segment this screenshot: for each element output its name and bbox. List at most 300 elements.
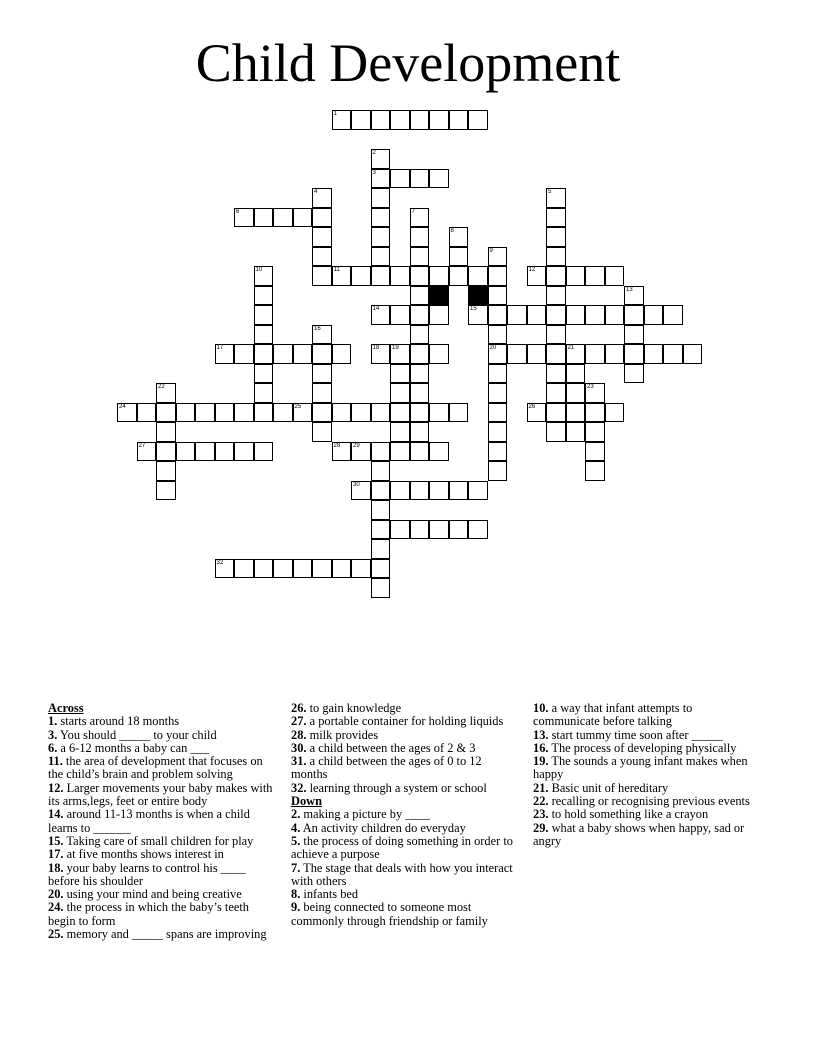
crossword-cell[interactable]	[585, 305, 605, 325]
clue-text: start tummy time soon after _____	[548, 727, 723, 742]
crossword-cell[interactable]	[507, 344, 527, 364]
crossword-cell[interactable]	[546, 325, 566, 345]
crossword-cell[interactable]	[371, 539, 391, 559]
crossword-cell[interactable]	[156, 383, 176, 403]
crossword-cell[interactable]	[429, 305, 449, 325]
crossword-cell[interactable]	[546, 227, 566, 247]
crossword-cell[interactable]	[312, 559, 332, 579]
crossword-cell[interactable]	[546, 422, 566, 442]
crossword-cell[interactable]	[546, 364, 566, 384]
crossword-cell[interactable]	[546, 208, 566, 228]
crossword-cell[interactable]	[390, 481, 410, 501]
cell-number: 23	[587, 384, 594, 390]
clue-text: using your mind and being creative	[63, 887, 242, 902]
clue-number: 8.	[291, 887, 301, 902]
page-title: Child Development	[195, 33, 621, 93]
clue-number: 9.	[291, 900, 301, 915]
clue-item	[533, 755, 761, 782]
cell-number: 15	[470, 306, 477, 312]
clue-item	[291, 702, 519, 715]
crossword-cell[interactable]	[410, 520, 430, 540]
crossword-cell[interactable]	[215, 344, 235, 364]
crossword-cell[interactable]	[429, 344, 449, 364]
crossword-cell[interactable]	[293, 344, 313, 364]
crossword-cell[interactable]	[624, 344, 644, 364]
crossword-cell[interactable]	[585, 442, 605, 462]
clue-item	[291, 808, 519, 821]
clue-number: 12.	[48, 780, 64, 795]
clue-text: infants bed	[300, 887, 359, 902]
crossword-cell[interactable]	[410, 110, 430, 130]
clue-text: recalling or recognising previous events	[548, 794, 750, 809]
clue-number: 26.	[291, 701, 307, 715]
clue-item	[48, 808, 276, 835]
clue-text: a child between the ages of 0 to 12 months	[291, 754, 482, 782]
crossword-cell[interactable]	[546, 383, 566, 403]
cell-number: 2	[372, 150, 376, 156]
crossword-cell[interactable]	[429, 442, 449, 462]
crossword-cell[interactable]	[351, 403, 371, 423]
crossword-cell[interactable]	[254, 266, 274, 286]
crossword-cell[interactable]	[429, 403, 449, 423]
crossword-cell[interactable]	[488, 286, 508, 306]
crossword-cell[interactable]	[371, 461, 391, 481]
crossword-cell[interactable]	[566, 403, 586, 423]
crossword-cell[interactable]	[429, 520, 449, 540]
crossword-cell[interactable]	[254, 208, 274, 228]
crossword-cell[interactable]	[312, 403, 332, 423]
crossword-cell[interactable]	[371, 578, 391, 598]
clue-number: 4.	[291, 820, 301, 835]
crossword-cell[interactable]	[410, 325, 430, 345]
clue-number: 20.	[48, 887, 64, 902]
clue-number: 14.	[48, 807, 64, 822]
crossword-cell[interactable]	[449, 481, 469, 501]
crossword-cell[interactable]	[351, 266, 371, 286]
crossword-cell[interactable]	[410, 442, 430, 462]
cell-number: 6	[236, 208, 240, 215]
crossword-cell[interactable]	[410, 364, 430, 384]
crossword-cell[interactable]	[254, 325, 274, 345]
crossword-cell[interactable]	[332, 344, 352, 364]
crossword-cell[interactable]	[410, 403, 430, 423]
crossword-cell[interactable]	[449, 266, 469, 286]
crossword-cell[interactable]	[488, 305, 508, 325]
clue-item	[48, 715, 276, 728]
crossword-cell[interactable]	[390, 110, 410, 130]
crossword-cell[interactable]	[488, 325, 508, 345]
crossword-cell[interactable]	[234, 403, 254, 423]
crossword-cell[interactable]	[351, 559, 371, 579]
crossword-cell[interactable]	[546, 188, 566, 208]
crossword-cell[interactable]	[449, 247, 469, 267]
crossword-cell[interactable]	[488, 403, 508, 423]
clue-text: Basic unit of hereditary	[548, 780, 669, 795]
crossword-cell[interactable]	[371, 344, 391, 364]
crossword-cell[interactable]	[117, 403, 137, 423]
crossword-cell[interactable]	[371, 442, 391, 462]
clue-column-1	[48, 702, 276, 941]
clue-item	[291, 888, 519, 901]
clue-item	[291, 822, 519, 835]
clue-text: An activity children do everyday	[300, 820, 466, 835]
clue-text: milk provides	[306, 727, 379, 742]
crossword-cell[interactable]	[371, 227, 391, 247]
crossword-cell[interactable]	[390, 266, 410, 286]
crossword-cell[interactable]	[566, 266, 586, 286]
crossword-cell[interactable]	[371, 188, 391, 208]
crossword-cell[interactable]	[449, 227, 469, 247]
crossword-cell[interactable]	[449, 110, 469, 130]
crossword-cell[interactable]	[390, 403, 410, 423]
crossword-cell[interactable]	[410, 305, 430, 325]
crossword-cell[interactable]	[390, 344, 410, 364]
clue-text: Larger movements your baby makes with its arms,legs, feet or entire body	[48, 780, 273, 809]
clue-number: 23.	[533, 807, 549, 822]
clue-text: the area of development that focuses on the child’s brain and problem solving	[48, 754, 263, 782]
crossword-cell[interactable]	[371, 500, 391, 520]
crossword-cell[interactable]	[468, 481, 488, 501]
crossword-cell[interactable]	[312, 383, 332, 403]
crossword-cell[interactable]	[312, 247, 332, 267]
crossword-cell[interactable]	[332, 442, 352, 462]
crossword-cell[interactable]	[468, 266, 488, 286]
crossword-cell[interactable]	[312, 344, 332, 364]
clue-number: 27.	[291, 714, 307, 729]
clue-text: You should _____ to your child	[57, 727, 217, 742]
crossword-cell[interactable]	[410, 266, 430, 286]
crossword-cell[interactable]	[156, 461, 176, 481]
crossword-cell[interactable]	[468, 520, 488, 540]
clue-number: 17.	[48, 847, 64, 862]
clue-text: your baby learns to control his ____ before his shoulder	[48, 860, 246, 888]
crossword-cell[interactable]	[332, 110, 352, 130]
crossword-cell[interactable]	[332, 403, 352, 423]
clue-number: 15.	[48, 833, 64, 848]
clue-text: memory and _____ spans are improving	[63, 927, 267, 942]
crossword-cell[interactable]	[585, 461, 605, 481]
clue-item	[48, 848, 276, 861]
cell-number: 25	[294, 403, 302, 410]
clue-column-2	[291, 702, 519, 928]
crossword-cell[interactable]	[488, 422, 508, 442]
crossword-cell[interactable]	[566, 364, 586, 384]
crossword-cell[interactable]	[488, 247, 508, 267]
crossword-cell[interactable]	[254, 559, 274, 579]
crossword-cell[interactable]	[234, 208, 254, 228]
clue-number: 28.	[291, 727, 307, 742]
crossword-cell[interactable]	[371, 208, 391, 228]
clue-item	[291, 729, 519, 742]
crossword-cell[interactable]	[254, 305, 274, 325]
crossword-cell[interactable]	[624, 305, 644, 325]
crossword-cell[interactable]	[371, 403, 391, 423]
crossword-cell[interactable]	[410, 383, 430, 403]
crossword-cell[interactable]	[156, 403, 176, 423]
crossword-cell[interactable]	[429, 481, 449, 501]
crossword-cell[interactable]	[449, 520, 469, 540]
crossword-cell[interactable]	[312, 364, 332, 384]
clue-number: 7.	[291, 860, 301, 875]
clue-item	[48, 862, 276, 889]
crossword-cell[interactable]	[585, 383, 605, 403]
crossword-cell[interactable]	[234, 344, 254, 364]
clue-number: 19.	[533, 754, 549, 769]
crossword-cell[interactable]	[546, 305, 566, 325]
crossword-cell[interactable]	[527, 266, 547, 286]
clue-item	[291, 755, 519, 782]
cell-number: 3	[372, 169, 376, 176]
crossword-cell[interactable]	[410, 344, 430, 364]
crossword-black-cell	[468, 286, 488, 306]
clue-number: 18.	[48, 860, 64, 875]
crossword-cell[interactable]	[527, 344, 547, 364]
crossword-cell[interactable]	[312, 325, 332, 345]
cell-number: 10	[255, 267, 263, 273]
crossword-cell[interactable]	[371, 266, 391, 286]
crossword-cell[interactable]	[488, 364, 508, 384]
crossword-black-cell	[429, 286, 449, 306]
crossword-cell[interactable]	[429, 266, 449, 286]
clue-text: The stage that deals with how you interact with others	[291, 860, 513, 888]
cell-number: 18	[372, 345, 380, 351]
clue-number: 22.	[533, 794, 549, 809]
clue-text: at five months shows interest in	[63, 847, 224, 862]
crossword-cell[interactable]	[390, 305, 410, 325]
crossword-cell[interactable]	[644, 344, 664, 364]
crossword-cell[interactable]	[488, 266, 508, 286]
crossword-cell[interactable]	[332, 266, 352, 286]
crossword-cell[interactable]	[488, 442, 508, 462]
crossword-cell[interactable]	[410, 481, 430, 501]
crossword-cell[interactable]	[663, 305, 683, 325]
clue-item	[48, 742, 276, 755]
clue-item	[291, 862, 519, 889]
crossword-cell[interactable]	[449, 403, 469, 423]
crossword-cell[interactable]	[351, 442, 371, 462]
crossword-cell[interactable]	[312, 188, 332, 208]
crossword-cell[interactable]	[390, 169, 410, 189]
crossword-cell[interactable]	[371, 559, 391, 579]
crossword-cell[interactable]	[156, 442, 176, 462]
cell-number: 11	[333, 267, 340, 273]
crossword-cell[interactable]	[429, 169, 449, 189]
crossword-cell[interactable]	[195, 442, 215, 462]
crossword-cell[interactable]	[273, 403, 293, 423]
crossword-cell[interactable]	[546, 266, 566, 286]
crossword-cell[interactable]	[176, 442, 196, 462]
cell-number: 21	[567, 345, 575, 351]
clue-item	[533, 795, 761, 808]
crossword-cell[interactable]	[215, 442, 235, 462]
clue-item	[291, 901, 519, 928]
clue-item	[291, 715, 519, 728]
crossword-cell[interactable]	[546, 247, 566, 267]
crossword-cell[interactable]	[468, 305, 488, 325]
crossword-cell[interactable]	[390, 520, 410, 540]
crossword-cell[interactable]	[566, 422, 586, 442]
clue-item	[48, 755, 276, 782]
crossword-cell[interactable]	[566, 344, 586, 364]
crossword-cell[interactable]	[156, 481, 176, 501]
crossword-cell[interactable]	[254, 344, 274, 364]
crossword-cell[interactable]	[410, 208, 430, 228]
crossword-cell[interactable]	[371, 520, 391, 540]
crossword-cell[interactable]	[312, 208, 332, 228]
crossword-cell[interactable]	[293, 559, 313, 579]
clue-number: 10.	[533, 701, 549, 715]
crossword-cell[interactable]	[566, 383, 586, 403]
cell-number: 13	[626, 286, 633, 293]
clue-number: 25.	[48, 927, 64, 942]
cell-number: 1	[333, 111, 337, 117]
crossword-cell[interactable]	[546, 344, 566, 364]
cell-number: 16	[314, 325, 321, 332]
crossword-cell[interactable]	[312, 266, 332, 286]
crossword-cell[interactable]	[273, 559, 293, 579]
cell-number: 5	[548, 189, 552, 195]
crossword-cell[interactable]	[371, 169, 391, 189]
crossword-cell[interactable]	[371, 305, 391, 325]
clue-number: 32.	[291, 780, 307, 795]
crossword-cell[interactable]	[410, 227, 430, 247]
crossword-cell[interactable]	[585, 422, 605, 442]
crossword-cell[interactable]	[254, 364, 274, 384]
crossword-cell[interactable]	[312, 422, 332, 442]
crossword-cell[interactable]	[605, 344, 625, 364]
crossword-cell[interactable]	[332, 559, 352, 579]
crossword-cell[interactable]	[546, 286, 566, 306]
cell-number: 19	[392, 345, 399, 351]
crossword-cell[interactable]	[410, 247, 430, 267]
crossword-cell[interactable]	[663, 344, 683, 364]
crossword-cell[interactable]	[312, 227, 332, 247]
crossword-cell[interactable]	[254, 442, 274, 462]
crossword-cell[interactable]	[585, 344, 605, 364]
clue-number: 13.	[533, 727, 549, 742]
crossword-cell[interactable]	[273, 208, 293, 228]
crossword-cell[interactable]	[234, 442, 254, 462]
crossword-cell[interactable]	[293, 403, 313, 423]
crossword-cell[interactable]	[156, 422, 176, 442]
crossword-cell[interactable]	[410, 422, 430, 442]
crossword-cell[interactable]	[624, 325, 644, 345]
clue-item	[533, 729, 761, 742]
clue-text: a child between the ages of 2 & 3	[306, 740, 476, 755]
crossword-cell[interactable]	[585, 403, 605, 423]
crossword-cell[interactable]	[390, 364, 410, 384]
crossword-cell[interactable]	[644, 305, 664, 325]
clue-text: The sounds a young infant makes when happy	[533, 754, 748, 782]
crossword-cell[interactable]	[371, 481, 391, 501]
crossword-cell[interactable]	[137, 442, 157, 462]
clue-number: 29.	[533, 820, 549, 835]
crossword-cell[interactable]	[254, 403, 274, 423]
crossword-cell[interactable]	[234, 559, 254, 579]
crossword-cell[interactable]	[195, 403, 215, 423]
crossword-cell[interactable]	[683, 344, 703, 364]
clue-item	[533, 808, 761, 821]
crossword-cell[interactable]	[605, 305, 625, 325]
clue-item	[48, 782, 276, 809]
crossword-cell[interactable]	[488, 461, 508, 481]
cell-number: 12	[528, 267, 536, 273]
clue-text: being connected to someone most commonly through friendship or family	[291, 900, 488, 928]
cell-number: 14	[372, 306, 380, 312]
crossword-cell[interactable]	[273, 344, 293, 364]
crossword-cell[interactable]	[176, 403, 196, 423]
clue-item	[48, 888, 276, 901]
crossword-cell[interactable]	[546, 403, 566, 423]
clue-text: a way that infant attempts to communicate before talking	[533, 701, 693, 729]
crossword-cell[interactable]	[215, 559, 235, 579]
crossword-cell[interactable]	[371, 247, 391, 267]
crossword-cell[interactable]	[488, 344, 508, 364]
crossword-cell[interactable]	[351, 110, 371, 130]
cell-number: 28	[333, 442, 341, 449]
crossword-cell[interactable]	[254, 383, 274, 403]
crossword-cell[interactable]	[488, 383, 508, 403]
cell-number: 20	[489, 345, 497, 351]
clue-text: to gain knowledge	[306, 701, 402, 715]
crossword-cell[interactable]	[390, 442, 410, 462]
crossword-cell[interactable]	[507, 305, 527, 325]
clue-number: 31.	[291, 754, 307, 769]
clue-text: the process in which the baby’s teeth begin to form	[48, 900, 249, 928]
crossword-cell[interactable]	[371, 110, 391, 130]
cell-number: 17	[216, 345, 224, 351]
clue-column-3	[533, 702, 761, 848]
clue-number: 1.	[48, 714, 58, 729]
crossword-cell[interactable]	[624, 286, 644, 306]
clue-text: starts around 18 months	[57, 714, 180, 729]
crossword-cell[interactable]	[371, 149, 391, 169]
clue-section-header: Across	[48, 701, 84, 715]
crossword-cell[interactable]	[527, 305, 547, 325]
cell-number: 8	[450, 228, 454, 234]
crossword-cell[interactable]	[390, 383, 410, 403]
crossword-cell[interactable]	[429, 110, 449, 130]
clue-item	[533, 702, 761, 729]
clue-item	[48, 835, 276, 848]
crossword-cell[interactable]	[585, 266, 605, 286]
crossword-cell[interactable]	[468, 110, 488, 130]
crossword-cell[interactable]	[605, 266, 625, 286]
crossword-cell[interactable]	[351, 481, 371, 501]
crossword-cell[interactable]	[254, 286, 274, 306]
cell-number: 9	[489, 247, 493, 254]
clue-number: 16.	[533, 740, 549, 755]
clue-text: learning through a system or school	[306, 780, 487, 795]
clue-number: 11.	[48, 754, 63, 769]
crossword-cell[interactable]	[566, 305, 586, 325]
crossword-cell[interactable]	[624, 364, 644, 384]
clue-text: a portable container for holding liquids	[306, 714, 504, 729]
crossword-cell[interactable]	[410, 169, 430, 189]
crossword-cell[interactable]	[390, 422, 410, 442]
clue-text: the process of doing something in order to achieve a purpose	[291, 833, 513, 862]
crossword-cell[interactable]	[215, 403, 235, 423]
crossword-cell[interactable]	[137, 403, 157, 423]
crossword-cell[interactable]	[293, 208, 313, 228]
crossword-cell[interactable]	[527, 403, 547, 423]
clue-item	[533, 742, 761, 755]
crossword-cell[interactable]	[410, 286, 430, 306]
clue-text: Taking care of small children for play	[63, 833, 254, 848]
clue-text: around 11-13 months is when a child learns to ______	[48, 807, 250, 835]
clue-item	[291, 782, 519, 795]
crossword-cell[interactable]	[605, 403, 625, 423]
